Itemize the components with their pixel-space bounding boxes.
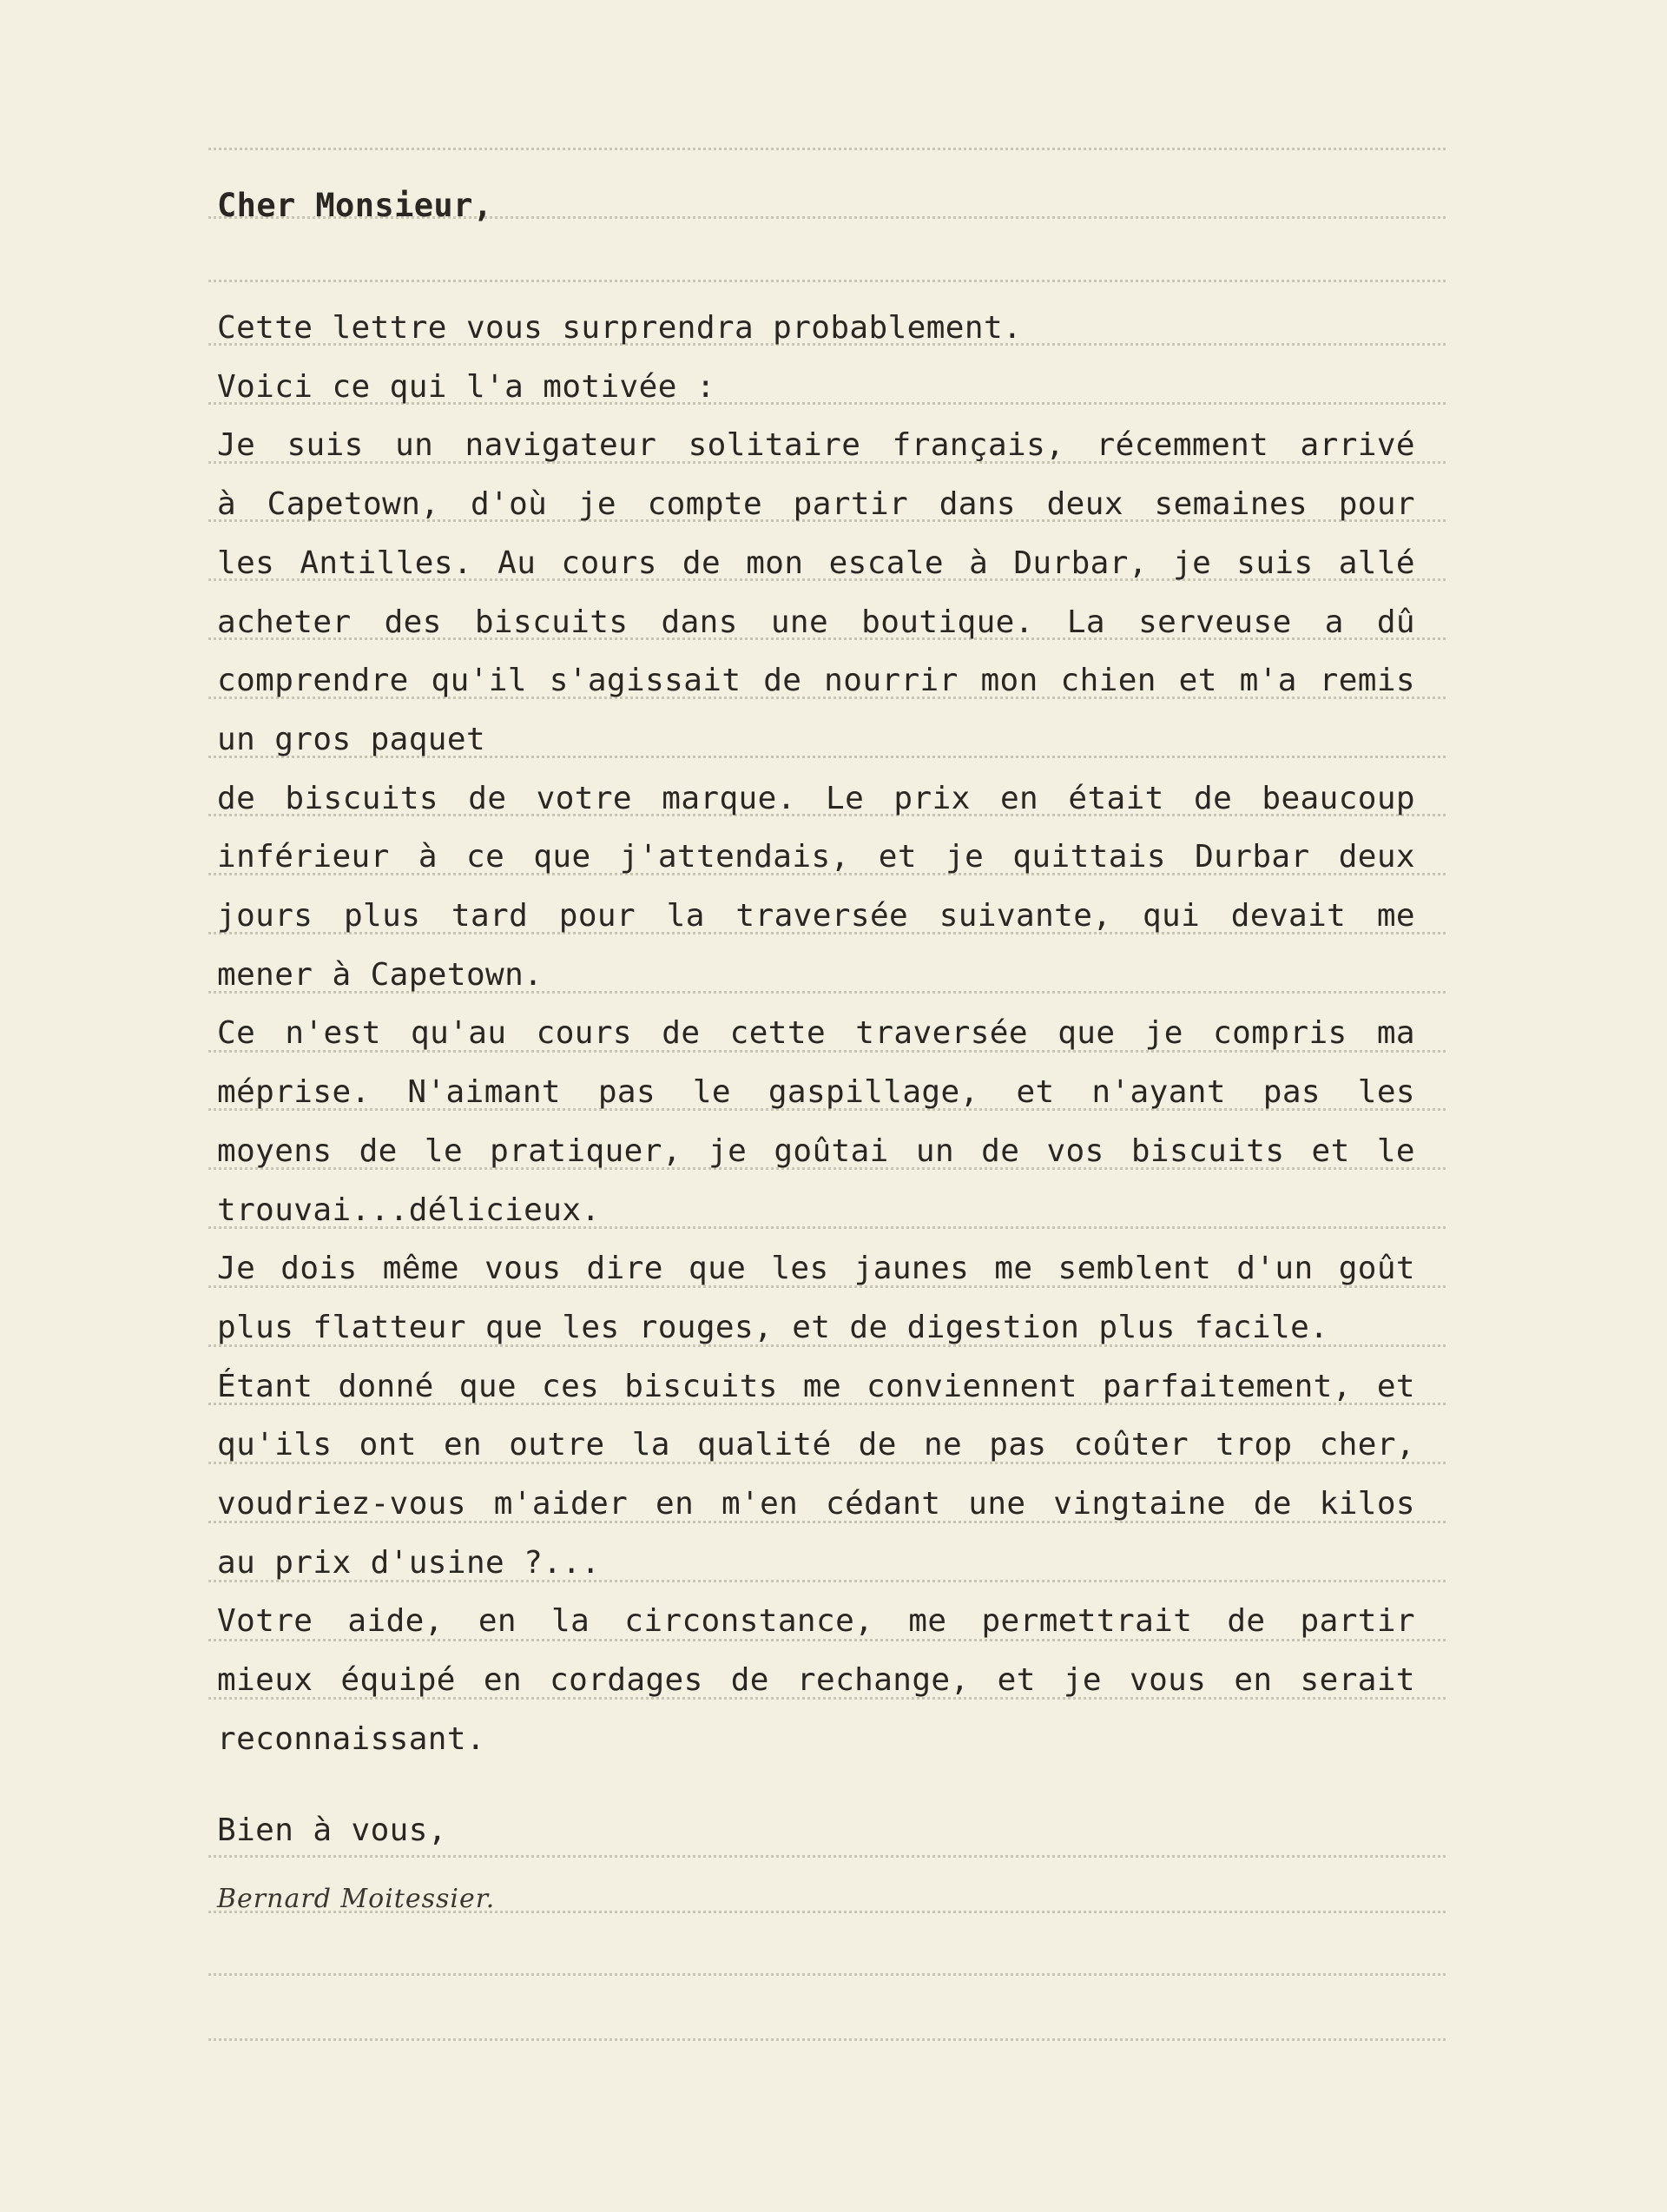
ruled-line bbox=[208, 1855, 1446, 1858]
salutation: Cher Monsieur, bbox=[217, 187, 493, 224]
ruled-line bbox=[208, 1973, 1446, 1976]
body-line: de biscuits de votre marque. Le prix en était de beaucoup bbox=[217, 781, 1415, 816]
body-line: jours plus tard pour la traversée suivante, qui devait me bbox=[217, 898, 1415, 934]
body-line: Étant donné que ces biscuits me conviennent parfaitement, et bbox=[217, 1369, 1415, 1404]
body-line: trouvai...délicieux. bbox=[217, 1192, 601, 1228]
body-line: un gros paquet bbox=[217, 722, 486, 757]
body-line: Je suis un navigateur solitaire français, récemment arrivé bbox=[217, 427, 1415, 463]
body-line: voudriez-vous m'aider en m'en cédant une vingtaine de kilos bbox=[217, 1486, 1415, 1522]
body-line: reconnaissant. bbox=[217, 1721, 486, 1757]
body-line: méprise. N'aimant pas le gaspillage, et n'ayant pas les bbox=[217, 1074, 1415, 1110]
body-line: Votre aide, en la circonstance, me permettrait de partir bbox=[217, 1603, 1415, 1639]
ruled-line bbox=[208, 2038, 1446, 2041]
body-line: les Antilles. Au cours de mon escale à Durbar, je suis allé bbox=[217, 545, 1415, 581]
body-line: acheter des biscuits dans une boutique. La serveuse a dû bbox=[217, 604, 1415, 640]
body-line: à Capetown, d'où je compte partir dans deux semaines pour bbox=[217, 486, 1415, 522]
ruled-line bbox=[208, 280, 1446, 282]
signature: Bernard Moitessier. bbox=[217, 1884, 496, 1914]
body-line: Cette lettre vous surprendra probablement. bbox=[217, 310, 1023, 346]
body-line: comprendre qu'il s'agissait de nourrir mon chien et m'a remis bbox=[217, 663, 1415, 698]
ruled-line bbox=[208, 148, 1446, 150]
body-line: plus flatteur que les rouges, et de digestion plus facile. bbox=[217, 1310, 1329, 1345]
body-line: au prix d'usine ?... bbox=[217, 1545, 601, 1581]
closing: Bien à vous, bbox=[217, 1813, 447, 1848]
body-line: Je dois même vous dire que les jaunes me semblent d'un goût bbox=[217, 1251, 1415, 1286]
body-line: mener à Capetown. bbox=[217, 957, 544, 993]
body-line: mieux équipé en cordages de rechange, et je vous en serait bbox=[217, 1662, 1415, 1698]
body-line: moyens de le pratiquer, je goûtai un de vos biscuits et le bbox=[217, 1133, 1415, 1169]
body-line: Voici ce qui l'a motivée : bbox=[217, 369, 715, 405]
body-line: qu'ils ont en outre la qualité de ne pas coûter trop cher, bbox=[217, 1427, 1415, 1463]
body-line: inférieur à ce que j'attendais, et je quittais Durbar deux bbox=[217, 839, 1415, 875]
body-line: Ce n'est qu'au cours de cette traversée que je compris ma bbox=[217, 1015, 1415, 1051]
